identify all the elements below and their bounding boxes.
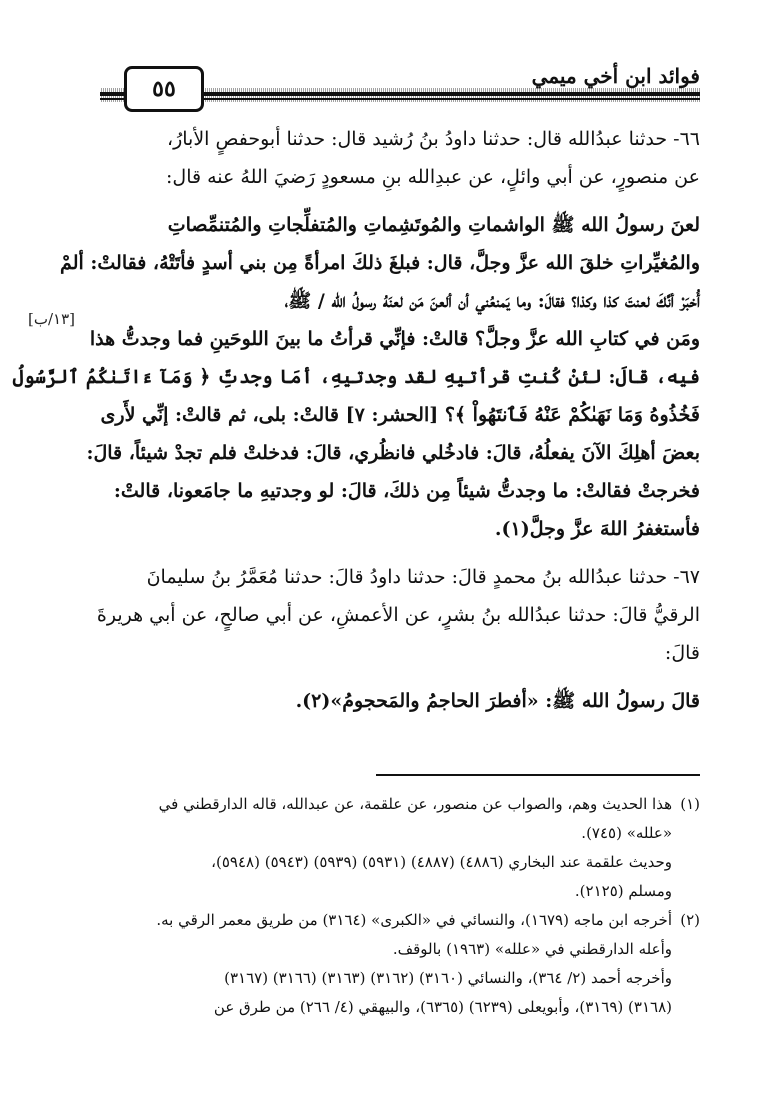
footnote-line xyxy=(104,906,700,935)
text-line: والمُغيِّراتِ خلقَ الله عزَّ وجلَّ، قال: فبلغَ ذلكَ امرأةً مِن بني أسدٍ فأتَتْهُ، فقالتْ: ألمْ xyxy=(60,252,700,274)
text-line: بعضَ أهلِكَ الآنَ يفعلُهُ، قالَ: فادخُلي فانظُري، قالَ: فدخلتْ فلم تجدْ شيئاً، قالَ: xyxy=(86,442,700,464)
paragraph-gap xyxy=(104,196,700,206)
footnote-line xyxy=(104,964,700,993)
text-line: لعنَ رسولُ الله ﷺ الواشماتِ والمُوتَشِماتِ والمُتفلِّجاتِ والمُتنمِّصاتِ xyxy=(167,214,700,236)
footnote-line xyxy=(104,848,700,877)
footnote-line xyxy=(104,993,700,1022)
footnotes xyxy=(104,790,700,1022)
footnote-text: «علله» (٧٤٥). xyxy=(581,824,672,842)
paragraph-gap xyxy=(104,548,700,558)
footnote-line xyxy=(104,790,700,819)
text-line: فَخُذُوهُ وَمَا نَهَىٰكُمْ عَنْهُ فَٱنتَهُواْ ﴾؟ [الحشر: ٧] قالتْ: بلى، ثم قالتْ: إنِّي لأَرى xyxy=(100,404,700,426)
footnote-line xyxy=(104,819,700,848)
footnote-separator xyxy=(376,774,700,776)
text-line: أُخبَرْ أنَّكَ لعنتَ كذا وكذا؟ فقالَ: وما يَمنعُني أن ألعنَ مَن لعنَهُ رسولُ الله / ﷺ، xyxy=(284,290,700,312)
footnote-number: (٢) xyxy=(680,911,700,929)
text-line: فأستغفرُ اللهَ عزَّ وجلَّ(١). xyxy=(494,518,700,540)
running-title: فوائد ابن أخي ميمي xyxy=(522,64,700,88)
text-line: فخرجتْ فقالتْ: ما وجدتُّ شيئاً مِن ذلكَ، قالَ: لو وجدتيهِ ما جامَعونا، قالتْ: xyxy=(113,480,700,502)
footnote-text: وأعله الدارقطني في «علله» (١٩٦٣) بالوقف. xyxy=(392,940,672,958)
text-line: قالَ رسولُ الله ﷺ: «أفطرَ الحاجمُ والمَحجومُ»(٢). xyxy=(295,690,700,712)
footnote-text: أخرجه ابن ماجه (١٦٧٩)، والنسائي في «الكبرى» (٣١٦٤) من طريق معمر الرقي به. xyxy=(156,911,672,929)
text-line: ومَن في كتابِ الله عزَّ وجلَّ؟ قالتْ: فإنِّي قرأتُ ما بينَ اللوحَينِ فما وجدتُّ هذا xyxy=(89,328,700,350)
text-line: فيه، قالَ: لئنْ كُنتِ قرأتيهِ لقد وجدتيهِ، أمَا وجدتِّ ﴿ وَمَآ ءَاتَىٰكُمُ ٱلرَّسُولُ xyxy=(12,366,700,388)
footnote-text: (٣١٦٨) (٣١٦٩)، وأبويعلى (٦٢٣٩) (٦٣٦٥)، والبيهقي (٤/ ٢٦٦) من طرق عن xyxy=(213,998,672,1016)
page-header xyxy=(100,64,700,110)
text-line: ٦٧- حدثنا عبدُالله بنُ محمدٍ قالَ: حدثنا داودُ قالَ: حدثنا مُعَمَّرُ بنُ سليمانَ xyxy=(146,566,700,588)
footnote-line xyxy=(104,877,700,906)
footnote-text: ومسلم (٢١٢٥). xyxy=(574,882,672,900)
footnote-text: وحديث علقمة عند البخاري (٤٨٨٦) (٤٨٨٧) (٥٩٣١) (٥٩٣٩) (٥٩٤٣) (٥٩٤٨)، xyxy=(211,853,672,871)
footnote-text: هذا الحديث وهم، والصواب عن منصور، عن علقمة، عن عبدالله، قاله الدارقطني في xyxy=(158,795,672,813)
footnote-number: (١) xyxy=(680,795,700,813)
paragraph-gap xyxy=(104,672,700,682)
text-line: ٦٦- حدثنا عبدُالله قال: حدثنا داودُ بنُ رُشيد قال: حدثنا أبوحفصٍ الأبارُ، xyxy=(166,128,700,150)
text-line: الرقيُّ قالَ: حدثنا عبدُالله بنُ بشرٍ، عن الأعمشِ، عن أبي صالحٍ، عن أبي هريرةَ xyxy=(96,604,700,626)
text-line: عن منصورٍ، عن أبي وائلٍ، عن عبدِالله بنِ مسعودٍ رَضيَ اللهُ عنه قال: xyxy=(166,166,700,188)
footnote-line xyxy=(104,935,700,964)
footnote-text: وأخرجه أحمد (٢/ ٣٦٤)، والنسائي (٣١٦٠) (٣١٦٢) (٣١٦٣) (٣١٦٦) (٣١٦٧) xyxy=(224,969,672,987)
manuscript-folio-note: [١٣/ب] xyxy=(28,310,76,328)
text-line: قالَ: xyxy=(664,642,700,664)
page-number: ٥٥ xyxy=(124,66,204,112)
